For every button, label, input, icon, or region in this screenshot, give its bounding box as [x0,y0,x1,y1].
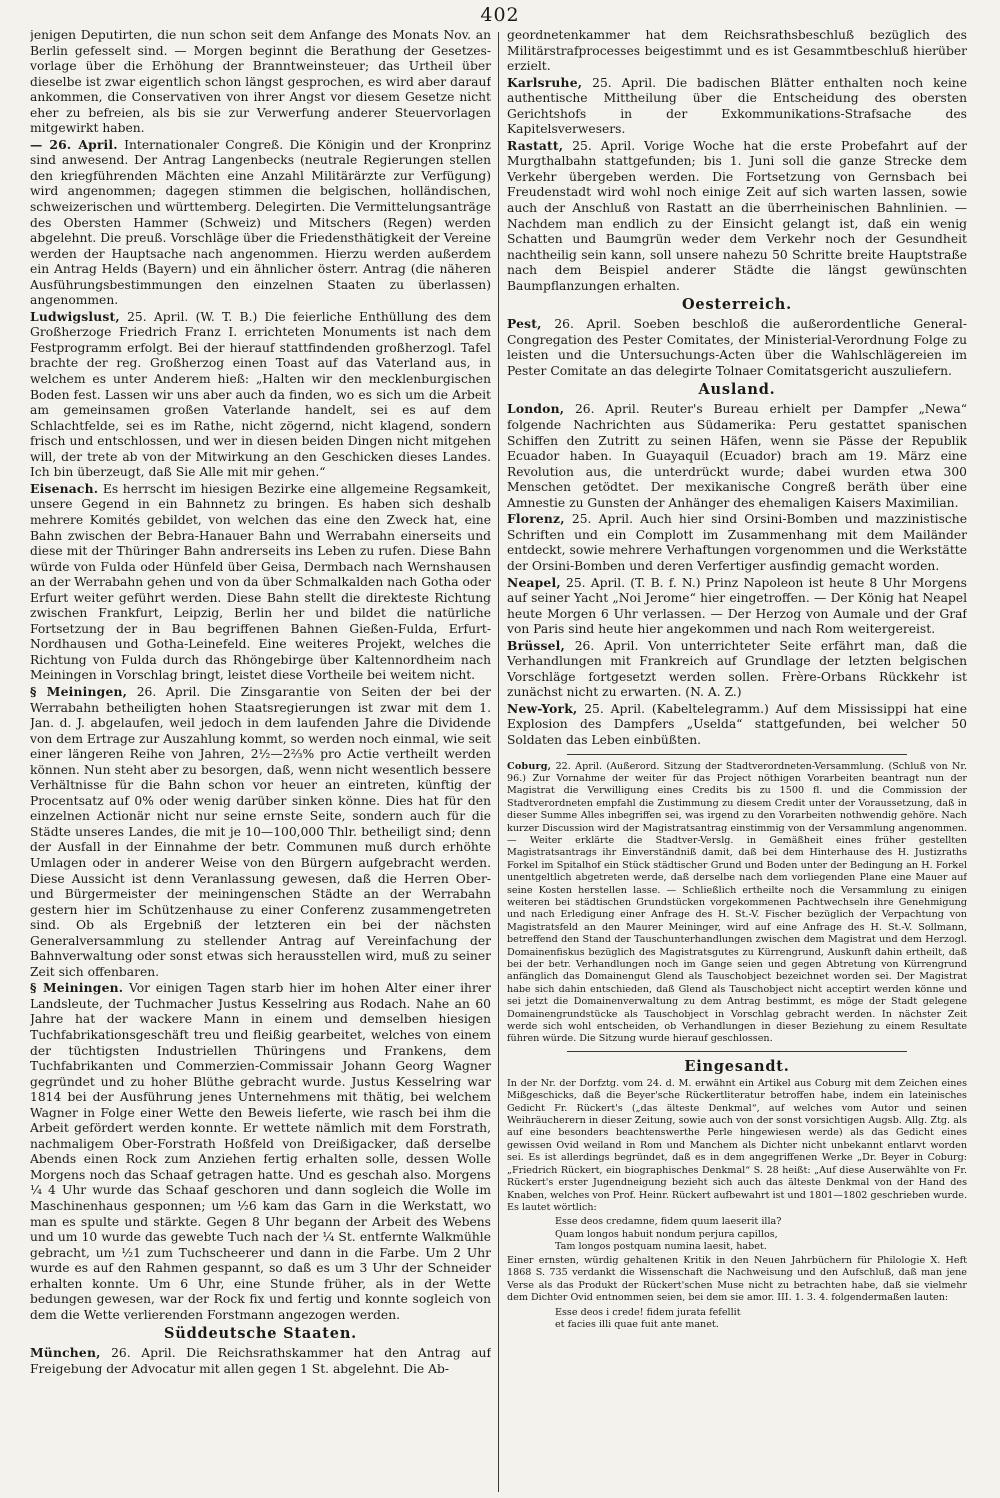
left-column [30,28,491,1490]
dateline: Coburg, [507,760,552,772]
article-paragraph [507,575,967,638]
article-paragraph [30,28,491,137]
section-heading: Eingesandt. [684,1057,790,1075]
dateline: Pest, [507,316,542,332]
article-paragraph [507,316,967,379]
article-paragraph: In der Nr. der Dorfztg. vom 24. d. M. erwähnt ein Artikel aus Coburg mit dem Zeichen eines Mißgeschicks, daß die Beyer'sche Rückertliteratur betroffen habe, indem ein lateinisches Gedicht Fr. Rückert's („das älteste Denkmal“, auf welches vom Autor und seinen Weihräucherern in dieser Zeitung, sowie auch von der sonst vorsichtigen Augsb. Allg. Ztg. als auf eine besonders beachtenswerthe Perle hingewiesen werde) als das Gedicht eines gewissen Ovid weiland in Rom und Manchem als Dichter nicht unbekannt entlarvt worden sei. Es ist allerdings begründet, daß es in dem angegriffenen Werke „Dr. Beyer in Coburg: „Friedrich Rückert, ein biographisches Denkmal“ S. 28 heißt: „Auf diese Auserwählte von Fr. Rückert's erster Jugendneigung bezieht sich auch das älteste Denkmal von der Hand des Knaben, welches von Prof. Heinr. Rückert aufbewahrt ist und 1801—1802 geschrieben wurde. Es lautet wörtlich: [507,1077,967,1213]
article-text: 26. April. Die Zinsgarantie von Seiten der bei der Werrabahn betheiligten hohen Staatsregierungen ist zwar mit dem 1. Jan. d. J. abgelaufen, weil jedoch in dem laufenden Jahre die Dividende von dem Ertrage zur Auszahlung kommt, so werden noch einmal, wie seit einer längeren Reihe von Jahren, 2½—2⅔% pro Actie vertheilt werden können. Nun steht aber zu besorgen, daß, wenn nicht wesentlich bessere Verhältnisse für die Bahn schon vor heuer an eintreten, künftig der Procentsatz auf 0% oder wenig darüber sinken könne. Dies hat für den einzelnen Actionär nicht nur seine ernste Seite, sondern auch für die Städte unseres Landes, die mit je 10—100,000 Thlr. betheiligt sind; denn der Ausfall in der Einnahme der betr. Communen muß durch erhöhte Umlagen oder in anderer Weise von den Bürgern aufgebracht werden. Diese Aussicht ist denn Veranlassung gewesen, daß die Herren Ober- und Bürgermeister der meiningenschen Städte an der Werrabahn gestern hier im Schützenhause zu einer Conferenz zusammengetreten sind. Ob als Ergebniß der letzteren ein bei der nächsten Generalversammlung zu stellender Antrag auf Vereinfachung der Bahnverwaltung oder sonst etwas sich herausstellen wird, muß zu seiner Zeit sich offenbaren. [30,684,491,979]
right-column-coburg-report [507,761,967,1046]
article-paragraph [507,761,967,1046]
article-paragraph [507,701,967,749]
dateline: Ludwigslust, [30,308,120,324]
poem-line: Esse deos i crede! fidem jurata fefellit [555,1306,741,1318]
dateline: § Meiningen, [30,683,128,699]
article-paragraph [507,638,967,701]
article-text: 25. April. (T. B. f. N.) Prinz Napoleon ist heute 8 Uhr Morgens auf seiner Yacht „Noi Jerome“ hier eingetroffen. — Der König hat Neapel heute Morgen 6 Uhr verlassen. — Der Herzog von Aumale und der Graf von Paris sind heute hier angekommen und nach Rom weitergereist. [507,575,967,637]
section-heading: Oesterreich. [682,296,792,314]
article-paragraph: Einer ernsten, würdig gehaltenen Kritik in den Neuen Jahrbüchern für Philologie X. Heft 1868 S. 735 verdankt die Wissenschaft die Nachweisung und den Aufschluß, daß man jene Verse als das Produkt der Rückert'schen Muse nicht zu betrachten habe, daß sie vielmehr dem Dichter Ovid entnommen seien, bei dem sie amor. III. 1. 3. 4. folgendermaßen lauten: [507,1254,967,1304]
article-text: 25. April. Vorige Woche hat die erste Probefahrt auf der Murgthalbahn stattgefunden; bis 1. Juni soll die ganze Strecke dem Verkehr übergeben werden. Die Fortsetzung von Gernsbach bei Freudenstadt wird wohl noch einige Zeit auf sich warten lassen, sowie auch der Anschluß von Rastatt an die überrheinischen Bahnlinien. — Nachdem man endlich zu der Einsicht gelangt ist, daß ein wenig Schatten und Baumgrün weder dem Verkehr noch der Gesundheit nachtheilig sein kann, soll unsere nahezu 50 Schritte breite Hauptstraße nach dem Beispiel anderer Städte die längst gewünschten Baumpflanzungen erhalten. [507,138,967,293]
dateline: Florenz, [507,511,565,527]
section-divider [567,754,907,755]
article-text: 26. April. Die Reichsrathskammer hat den Antrag auf Freigebung der Advocatur mit allen gegen 1 St. abgelehnt. Die Ab- [30,1346,491,1376]
dateline: Brüssel, [507,637,566,653]
article-text: geordnetenkammer hat dem Reichsrathsbeschluß bezüglich des Militärstrafprocesses beigestimmt und es ist Gesammtbeschluß hierüber erzielt. [507,28,967,74]
article-text: 26. April. Reuter's Bureau erhielt per Dampfer „Newa“ folgende Nachrichten aus Südamerika: Peru gestattet spanischen Schiffen den Zutritt zu seinen Häfen, wenn sie Pässe der Republik Ecuador haben. In Guayaquil (Ecuador) brach am 19. März eine Revolution aus, die unterdrückt wurde; dabei wurden etwa 300 Menschen getödtet. Der mexikanische Congreß beräth über eine Amnestie zu Gunsten der Anhänger des ehemaligen Kaisers Maximilian. [507,402,967,510]
article-paragraph [507,401,967,511]
article-paragraph [30,309,491,481]
poem-line: Esse deos credamne, fidem quum laeserit illa? [555,1216,782,1228]
article-text: 25. April. Auch hier sind Orsini-Bomben und mazzinistische Schriften und ein Complott im Zusammenhang mit dem Mailänder entdeckt, sowie mehrere Verhaftungen vorgenommen und die Werkstätte der Orsini-Bomben und deren Verfertiger ausfindig gemacht worden. [507,512,967,573]
article-paragraph [507,28,967,75]
article-text: Vor einigen Tagen starb hier im hohen Alter einer ihrer Landsleute, der Tuchmacher Justus Kesselring aus Rodach. Nahe an 60 Jahre hat der wackere Mann in einem und demselben hiesigen Tuchfabrikationsgeschäft treu und fleißig gearbeitet, welches von einem der tüchtigsten Industriellen Thüringens und Frankens, dem Tuchfabrikanten und Commerzien-Commissair Johann Georg Wagner gegründet und zu hoher Blüthe gebracht wurde. Justus Kesselring war 1814 bei der Ausführung jenes Unternehmens mit thätig, bei welchem Wagner in Folge einer Wette den Beweis lieferte, wie rasch bei ihm die Arbeit gefördert werden konnte. Er wettete nämlich mit dem Forstrath, nachmaligem Ober-Forstrath Hoßfeld von Dreißigacker, daß derselbe Abends einen Rock zum Anziehen fertig erhalten solle, dessen Wolle Morgens noch das Schaaf getragen hatte. Und es geschah also. Morgens ¼ 4 Uhr wurde das Schaaf geschoren und dann sogleich die Wolle im Maschinenhaus gesponnen; um ½6 kam das Garn in die Werkstatt, wo man es spulte und stärkte. Gegen 8 Uhr begann der Arbeit des Webens und um 10 wurde das gewebte Tuch nach der ¼ St. entfernte Walkmühle gebracht, um ½1 zum Tuchscheerer und dann in die Farbe. Um 2 Uhr wurde es auf den Rahmen gespannt, so daß es um 3 Uhr der Schneider erhalten konnte. Um 6 Uhr, eine Stunde früher, als in der Wette bedungen gewesen, war der Rock fix und fertig und konnte sogleich von dem die Wette verlierenden Forstmann angezogen werden. [30,981,491,1322]
latin-poem [555,1307,967,1331]
dateline: Neapel, [507,574,561,590]
dateline: Eisenach. [30,480,99,496]
page-number: 402 [480,4,520,26]
column-divider [498,32,499,1492]
section-divider [567,1051,907,1052]
section-heading: Süddeutsche Staaten. [163,1325,358,1343]
article-paragraph [507,75,967,138]
eingesandt-section [507,1058,967,1331]
article-paragraph [30,980,491,1323]
dateline: Karlsruhe, [507,74,583,90]
article-paragraph [30,1345,491,1377]
dateline: New-York, [507,700,578,716]
poem-line: et facies illi quae fuit ante manet. [555,1318,719,1330]
right-column [507,28,967,1490]
right-column-news [507,28,967,749]
article-text: Internationaler Congreß. Die Königin und der Kronprinz sind anwesend. Der Antrag Langenbecks (neutrale Regierungen stellen den kriegführenden Mächten eine Anzahl Militärärzte zur Verfügung) wird angenommen; dagegen stimmen die belgischen, holländischen, schweizerischen und württemberg. Delegirten. Die Vermittelungsanträge des Obersten Hammer (Schweiz) und Mitschers (Regen) werden abgelehnt. Die preuß. Vorschläge über die Friedensthätigkeit der Vereine werden der Hauptsache nach angenommen. Hierzu werden außerdem ein Antrag Helds (Bayern) und ein ähnlicher österr. Antrag (die näheren Ausführungsbestimmungen den einzelnen Staaten zu überlassen) angenommen. [30,137,491,308]
dateline: — 26. April. [30,136,118,152]
latin-poem [555,1216,967,1253]
article-paragraph [30,684,491,980]
article-text: 25. April. (Kabeltelegramm.) Auf dem Mississippi hat eine Explosion des Dampfers „Uselda“ stattgefunden, bei welcher 50 Soldaten das Leben einbüßten. [507,701,967,747]
article-text: 26. April. Von unterrichteter Seite erfährt man, daß die Verhandlungen mit Frankreich auf Grundlage der letzten belgischen Vorschläge fortgesetzt werden sollen. Frère-Orbans Rückkehr ist zunächst nicht zu erwarten. (N. A. Z.) [507,638,967,700]
article-text: 25. April. (W. T. B.) Die feierliche Enthüllung des dem Großherzoge Friedrich Franz I. errichteten Monuments ist nach dem Festprogramm erfolgt. Bei der hierauf stattfindenden großherzogl. Tafel brachte der reg. Großherzog einen Toast auf das Vaterland aus, in welchem es unter Anderem hieß: „Halten wir den mecklenburgischen Boden fest. Lassen wir uns aber auch da finden, wo es sich um die Arbeit am gemeinsamen großen Vaterlande handelt, sei es auf dem Schlachtfelde, sei es im Rathe, nicht zögernd, nicht klagend, sondern frisch und entschlossen, und wer in diesen beiden Dingen nicht mitgehen will, der trete ab von der Mitwirkung an den Geschicken dieses Landes. Ich bin überzeugt, daß Sie Alle mit mir gehen.“ [30,309,491,480]
dateline: London, [507,401,565,417]
article-text: jenigen Deputirten, die nun schon seit dem Anfange des Monats Nov. an Berlin gefesselt sind. — Morgen beginnt die Berathung der Gesetzes-vorlage über die Erhöhung der Branntweinsteuer; das Urtheil über dieselbe ist zwar eigentlich schon längst gesprochen, es wird aber darauf ankommen, die Conservativen von ihrer Angst vor diesem Gesetze nicht eher zu befreien, als bis sie zur Verwerfung anderer Steuervorlagen mitgewirkt haben. [30,28,491,136]
dateline: § Meiningen. [30,980,124,996]
poem-line: Tam longos postquam numina laesit, habet. [555,1240,767,1252]
section-heading: Ausland. [698,381,776,399]
article-text: 26. April. Soeben beschloß die außerordentliche General-Congregation des Pester Comitates, der Ministerial-Verordnung Folge zu leisten und die Untersuchungs-Acten über die Wahlschlägereien im Pester Comitate an das delegirte Tolnaer Comitatsgericht auszuliefern. [507,317,967,378]
dateline: Rastatt, [507,137,564,153]
article-paragraph [30,137,491,309]
dateline: München, [30,1345,101,1361]
article-paragraph [507,138,967,294]
article-text: Es herrscht im hiesigen Bezirke eine allgemeine Regsamkeit, unsere Gegend in ein Bahnnetz zu bringen. Es haben sich deshalb mehrere Komités gebildet, von welchen das eine den Zweck hat, eine Bahn zwischen der Bebra-Hanauer Bahn und Werrabahn einerseits und diese mit der Thüringer Bahn andrerseits ins Leben zu rufen. Diese Bahn würde von Fulda oder Hünfeld über Geisa, Dermbach nach Wernshausen an der Werrabahn gehen und von da über Schmalkalden nach Gotha oder Erfurt weiter geführt werden. Diese Bahn stellt die direkteste Richtung zwischen Frankfurt, Leipzig, Berlin her und bildet die natürliche Fortsetzung der in Bau begriffenen Bahnen Gießen-Fulda, Erfurt-Nordhausen und Gotha-Leinefeld. Eine weiteres Projekt, welches die Richtung von Fulda durch das Rhöngebirge über Kaltennordheim nach Meiningen in Vorschlag bringt, leistet diese Vortheile bei weitem nicht. [30,481,491,683]
poem-line: Quam longos habuit nondum perjura capillos, [555,1228,778,1240]
article-paragraph [30,481,491,684]
article-paragraph [507,511,967,574]
article-text: 22. April. (Außerord. Sitzung der Stadtverordneten-Versammlung. (Schluß von Nr. 96.) Zur Vornahme der weiter für das Project nöthigen Vorarbeiten beantragt nun der Magistrat die Verwilligung eines Credits bis zu 1500 fl. und die Commission der Stadtverordneten empfahl die Zustimmung zu diesem Credit unter der Voraussetzung, daß in dieser Summe Alles inbegriffen sei, was irgend zu den Vorarbeiten nothwendig gehöre. Nach kurzer Discussion wird der Magistratsantrag einstimmig von der Versammlung angenommen. — Weiter erklärte die Stadtver-Verslg. in Gemäßheit eines früher gestellten Magistratsantrags ihr Einverständniß damit, daß bei dem Hinterhause des H. Justizraths Forkel im Spitalhof ein Stück städtischer Grund und Boden unter der Bedingung an H. Forkel unentgeltlich abgetreten werde, daß derselbe nach dem vorliegenden Plane eine Mauer auf seine Kosten herstellen lasse. — Schließlich ertheilte noch die Versammlung zu einigen weiteren bei städtischen Grundstücken vorgekommenen Pachtwechseln ihre Genehmigung und nach Erledigung einer Anfrage des H. St.-V. Fischer bezüglich der Verpachtung von Magistratsfeld an den Maurer Meininger, wird auf eine Anfrage des H. St.-V. Sollmann, betreffend den Stand der Tauschunterhandlungen zwischen dem Magistrat und dem Herzogl. Domainenfiskus bezüglich des Magistratsgutes zu Kürrengrund, Auskunft dahin ertheilt, daß bei der betr. Verhandlungen noch im Gange seien und gegen Abtretung von Kürrengrund anfänglich das Domainengut Glend als Tauschobject bezeichnet worden sei. Der Magistrat habe sich dahin entschieden, daß Glend als Tauschobject nicht acceptirt werden könne und sei jetzt die Domainenverwaltung zu dem Antrag bestimmt, es möge der Stadt gelegene Domainengrundstücke als Tauschobject in Vorschlag gebracht werden. In nächster Zeit werde sich wohl entscheiden, ob Verhandlungen in dieser Beziehung zu einem Resultate führen würde. Die Sitzung wurde hierauf geschlossen. [507,760,967,1045]
article-text: 25. April. Die badischen Blätter enthalten noch keine authentische Mittheilung über die Entscheidung des obersten Gerichtshofs in der Exkommunikations-Strafsache des Kapitelsverwesers. [507,75,967,137]
